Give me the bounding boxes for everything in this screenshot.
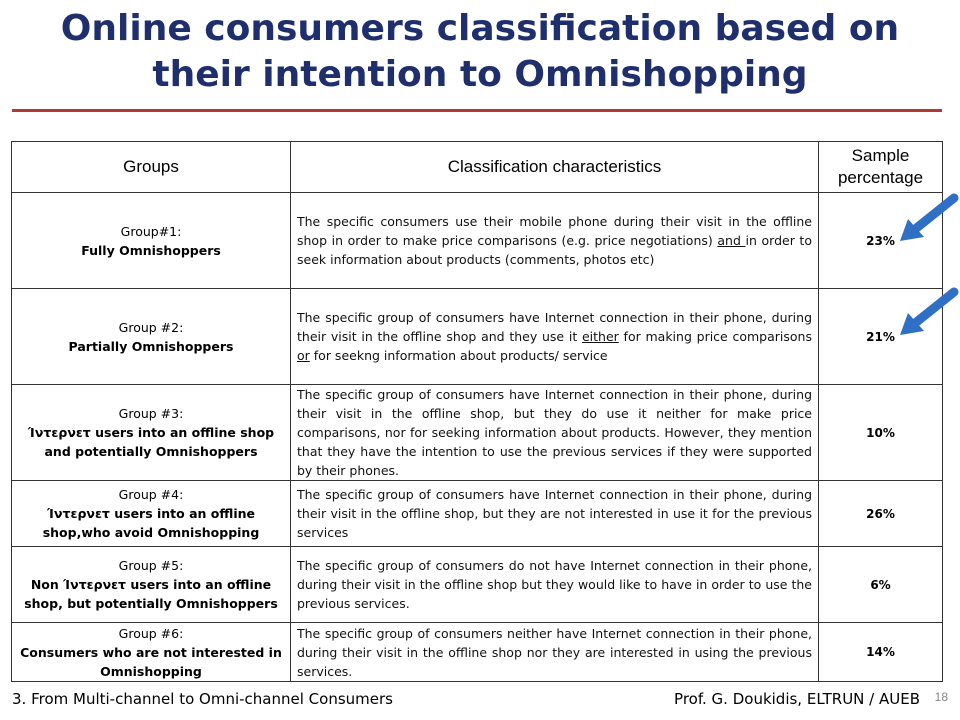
- table-row: [12, 547, 943, 623]
- desc-text: The specific group of consumers do not have Internet connection in their phone, during their visit in the offline shop but they would like to have in order to use the previous services.: [297, 558, 812, 611]
- desc-underlined-and: and: [717, 233, 746, 248]
- group-name: Fully Omnishoppers: [81, 242, 221, 258]
- group-name: Consumers who are not interested in Omnishopping: [20, 644, 282, 679]
- percentage-cell: 23%: [819, 193, 943, 289]
- group-number: Group #5:: [118, 558, 184, 573]
- desc-text: The specific group of consumers neither have Internet connection in their phone, during their visit in the offline shop nor they are interested in using the previous services.: [297, 625, 812, 679]
- group-name: Partially Omnishoppers: [68, 338, 234, 354]
- header-characteristics: Classification characteristics: [291, 142, 819, 193]
- arrow-down-left-icon: [896, 193, 960, 245]
- header-sample-line-2: percentage: [837, 168, 924, 187]
- arrow-down-left-icon: [896, 287, 960, 339]
- group-name: Non Ίντερνετ users into an offline shop, but potentially Omnishoppers: [24, 577, 278, 611]
- footer-author: Prof. G. Doukidis, ELTRUN / AUEB: [674, 690, 920, 708]
- desc-underlined-either: either: [581, 329, 619, 344]
- table-row: [12, 193, 943, 289]
- group-name: Ίντερνετ users into an offline shop,who avoid Omnishopping: [42, 506, 260, 540]
- percentage-cell: 21%: [819, 289, 943, 385]
- desc-text: The specific consumers use their mobile phone during their visit in the offline shop in order to make price comparisons (e.g. price negotiations): [297, 214, 812, 248]
- characteristics-cell: [291, 547, 819, 623]
- percentage-cell: 14%: [819, 623, 943, 682]
- table-row: [12, 481, 943, 547]
- group-number: Group #4:: [118, 487, 184, 502]
- group-number: Group#1:: [120, 223, 182, 239]
- page-number: 18: [934, 690, 948, 704]
- footer-section-title: 3. From Multi-channel to Omni-channel Consumers: [12, 690, 393, 708]
- group-number: Group #6:: [118, 625, 184, 641]
- characteristics-cell: [291, 481, 819, 547]
- desc-underlined-or: or: [297, 348, 310, 363]
- header-sample-percentage: [819, 142, 943, 193]
- group-cell: [12, 289, 291, 385]
- desc-text: for making price comparisons: [618, 329, 812, 344]
- group-number: Group #2:: [118, 319, 184, 335]
- table-row: [12, 385, 943, 481]
- percentage-cell: 6%: [819, 547, 943, 623]
- characteristics-cell: [291, 385, 819, 481]
- table-row: [12, 289, 943, 385]
- group-number: Group #3:: [118, 406, 184, 421]
- percentage-cell: 10%: [819, 385, 943, 481]
- group-name: Ίντερνετ users into an offline shop and potentially Omnishoppers: [27, 425, 275, 459]
- slide-title: [0, 6, 960, 98]
- desc-text: The specific group of consumers have Internet connection in their phone, during their visit in the offline shop and they use it: [297, 310, 812, 344]
- header-groups: Groups: [12, 142, 291, 193]
- desc-text: The specific group of consumers have Internet connection in their phone, during their visit in the offline shop, but they do use it neither for make price comparisons, nor for seeking information about products. However, they mention that they have the intention to use the previous services if they were supported by their phones.: [297, 387, 812, 478]
- slide-title-line-2: their intention to Omnishopping: [152, 54, 808, 95]
- group-cell: [12, 623, 291, 682]
- desc-text: in order to seek information about products (comments, photos etc): [297, 233, 812, 267]
- slide-title-line-1: Online consumers classification based on: [60, 8, 900, 49]
- group-cell: [12, 385, 291, 481]
- desc-text: for seekng information about products/ service: [309, 348, 608, 363]
- title-divider: [12, 109, 942, 112]
- characteristics-cell: [291, 289, 819, 385]
- group-cell: [12, 193, 291, 289]
- characteristics-cell: [291, 623, 819, 682]
- classification-table: [11, 141, 943, 682]
- table-header-row: [12, 142, 943, 193]
- desc-text: The specific group of consumers have Internet connection in their phone, during their visit in the offline shop, but they are not interested in use it for the previous services: [297, 487, 812, 540]
- characteristics-cell: [291, 193, 819, 289]
- group-cell: [12, 481, 291, 547]
- percentage-cell: 26%: [819, 481, 943, 547]
- group-cell: [12, 547, 291, 623]
- header-sample-line-1: Sample: [851, 146, 910, 165]
- table-row: [12, 623, 943, 682]
